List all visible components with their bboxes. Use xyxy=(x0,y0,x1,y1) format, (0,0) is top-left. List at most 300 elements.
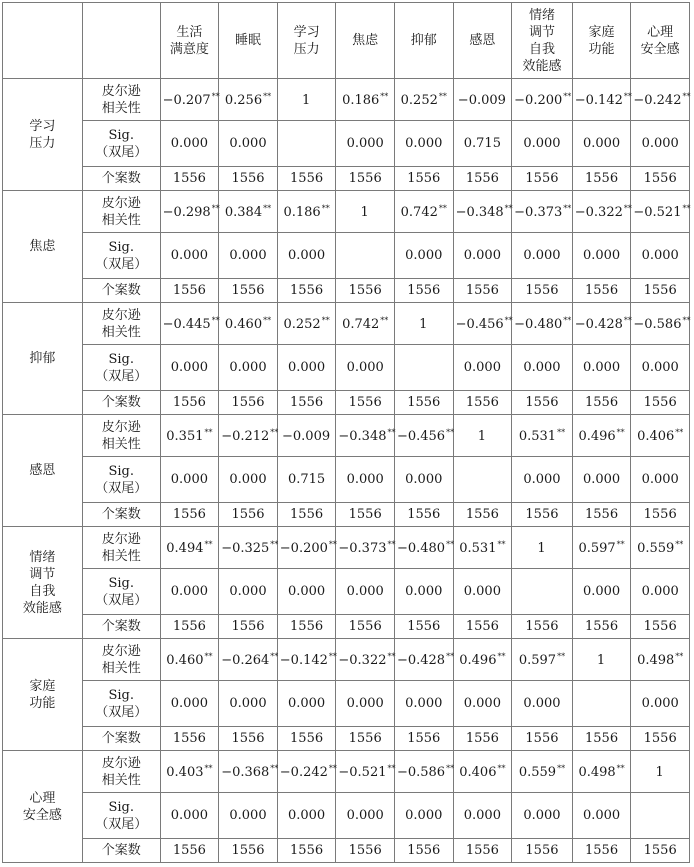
row-group-label: 学习 压力 xyxy=(3,79,83,191)
stat-label: 个案数 xyxy=(82,839,160,863)
significance-marker: ** xyxy=(263,91,272,101)
significance-cell: 0.000 xyxy=(219,793,278,839)
significance-cell: 0.000 xyxy=(512,233,573,279)
count-cell: 1556 xyxy=(277,615,336,639)
count-cell: 1556 xyxy=(512,727,573,751)
table-row xyxy=(3,391,690,415)
count-cell: 1556 xyxy=(336,727,395,751)
count-cell: 1556 xyxy=(512,615,573,639)
significance-cell: 0.000 xyxy=(453,793,512,839)
correlation-cell: −0.212** xyxy=(219,415,278,457)
correlation-cell: −0.200** xyxy=(512,79,573,121)
correlation-cell: 0.460** xyxy=(219,303,278,345)
significance-marker: ** xyxy=(321,315,330,325)
count-cell: 1556 xyxy=(572,727,631,751)
count-cell: 1556 xyxy=(394,615,453,639)
significance-cell: 0.715 xyxy=(453,121,512,167)
significance-cell: 0.000 xyxy=(160,681,219,727)
significance-marker: ** xyxy=(675,651,684,661)
significance-marker: ** xyxy=(211,315,220,325)
count-cell: 1556 xyxy=(394,503,453,527)
table-row xyxy=(3,233,690,279)
significance-marker: ** xyxy=(270,651,279,661)
significance-marker: ** xyxy=(675,539,684,549)
count-cell: 1556 xyxy=(512,167,573,191)
significance-marker: ** xyxy=(497,763,506,773)
correlation-cell: 0.559** xyxy=(631,527,690,569)
correlation-cell: −0.480** xyxy=(512,303,573,345)
correlation-cell: 0.531** xyxy=(512,415,573,457)
correlation-cell: −0.348** xyxy=(453,191,512,233)
significance-marker: ** xyxy=(380,91,389,101)
correlation-cell: −0.521** xyxy=(336,751,395,793)
correlation-cell: −0.586** xyxy=(631,303,690,345)
count-cell: 1556 xyxy=(336,839,395,863)
correlation-cell: −0.322** xyxy=(572,191,631,233)
correlation-cell: 0.559** xyxy=(512,751,573,793)
correlation-cell: 0.531** xyxy=(453,527,512,569)
significance-cell: 0.000 xyxy=(512,457,573,503)
count-cell: 1556 xyxy=(394,839,453,863)
significance-marker: ** xyxy=(270,427,279,437)
col-header: 生活 满意度 xyxy=(160,3,219,79)
count-cell: 1556 xyxy=(512,503,573,527)
correlation-cell: −0.242** xyxy=(631,79,690,121)
significance-marker: ** xyxy=(387,763,396,773)
significance-marker: ** xyxy=(623,91,632,101)
significance-cell: 0.000 xyxy=(512,345,573,391)
significance-cell: 0.000 xyxy=(512,681,573,727)
col-header: 情绪 调节 自我 效能感 xyxy=(512,3,573,79)
count-cell: 1556 xyxy=(336,615,395,639)
significance-cell: 0.000 xyxy=(336,121,395,167)
count-cell: 1556 xyxy=(219,279,278,303)
correlation-cell: −0.298** xyxy=(160,191,219,233)
significance-marker: ** xyxy=(623,203,632,213)
table-row xyxy=(3,415,690,457)
significance-marker: ** xyxy=(438,91,447,101)
count-cell: 1556 xyxy=(512,279,573,303)
significance-marker: ** xyxy=(497,539,506,549)
count-cell: 1556 xyxy=(277,503,336,527)
table-row xyxy=(3,793,690,839)
significance-marker: ** xyxy=(211,203,220,213)
significance-marker: ** xyxy=(675,427,684,437)
row-group-label: 焦虑 xyxy=(3,191,83,303)
significance-marker: ** xyxy=(204,427,213,437)
significance-cell: 0.000 xyxy=(160,569,219,615)
table-row xyxy=(3,681,690,727)
stat-label: 个案数 xyxy=(82,279,160,303)
stat-label: 皮尔逊 相关性 xyxy=(82,191,160,233)
significance-cell: 0.000 xyxy=(394,457,453,503)
count-cell: 1556 xyxy=(219,391,278,415)
correlation-cell: −0.373** xyxy=(336,527,395,569)
significance-marker: ** xyxy=(328,763,337,773)
correlation-cell: 0.597** xyxy=(572,527,631,569)
col-header: 感恩 xyxy=(453,3,512,79)
table-row xyxy=(3,727,690,751)
row-group-label: 情绪 调节 自我 效能感 xyxy=(3,527,83,639)
significance-marker: ** xyxy=(682,91,691,101)
table-row xyxy=(3,121,690,167)
count-cell: 1556 xyxy=(631,615,690,639)
count-cell: 1556 xyxy=(572,391,631,415)
correlation-cell: 0.256** xyxy=(219,79,278,121)
significance-cell: 0.000 xyxy=(453,681,512,727)
count-cell: 1556 xyxy=(453,279,512,303)
significance-cell: 0.000 xyxy=(572,569,631,615)
count-cell: 1556 xyxy=(219,727,278,751)
significance-cell: 0.000 xyxy=(631,233,690,279)
corner-cell-1 xyxy=(3,3,83,79)
col-header: 家庭 功能 xyxy=(572,3,631,79)
correlation-cell: −0.368** xyxy=(219,751,278,793)
col-header: 焦虑 xyxy=(336,3,395,79)
table-row xyxy=(3,79,690,121)
significance-marker: ** xyxy=(446,539,455,549)
stat-label: Sig. （双尾） xyxy=(82,681,160,727)
count-cell: 1556 xyxy=(453,167,512,191)
significance-cell: 0.000 xyxy=(631,569,690,615)
count-cell: 1556 xyxy=(277,839,336,863)
significance-cell: 0.000 xyxy=(453,569,512,615)
count-cell: 1556 xyxy=(572,615,631,639)
table-row xyxy=(3,569,690,615)
significance-marker: ** xyxy=(211,91,220,101)
significance-marker: ** xyxy=(387,539,396,549)
count-cell: 1556 xyxy=(453,615,512,639)
count-cell: 1556 xyxy=(631,727,690,751)
stat-label: 个案数 xyxy=(82,391,160,415)
correlation-cell: −0.521** xyxy=(631,191,690,233)
correlation-cell: −0.445** xyxy=(160,303,219,345)
significance-marker: ** xyxy=(446,651,455,661)
correlation-cell: 0.252** xyxy=(277,303,336,345)
stat-label: Sig. （双尾） xyxy=(82,793,160,839)
stat-label: 个案数 xyxy=(82,167,160,191)
significance-marker: ** xyxy=(380,315,389,325)
count-cell: 1556 xyxy=(572,167,631,191)
significance-marker: ** xyxy=(438,203,447,213)
correlation-cell: 1 xyxy=(512,527,573,569)
correlation-cell: −0.009 xyxy=(277,415,336,457)
correlation-cell: 1 xyxy=(394,303,453,345)
count-cell: 1556 xyxy=(512,839,573,863)
correlation-cell: 0.742** xyxy=(336,303,395,345)
correlation-cell: 0.384** xyxy=(219,191,278,233)
correlation-cell: −0.373** xyxy=(512,191,573,233)
correlation-cell: −0.456** xyxy=(453,303,512,345)
significance-cell xyxy=(631,793,690,839)
count-cell: 1556 xyxy=(160,167,219,191)
correlation-cell: −0.586** xyxy=(394,751,453,793)
stat-label: 个案数 xyxy=(82,727,160,751)
count-cell: 1556 xyxy=(160,391,219,415)
corner-cell-2 xyxy=(82,3,160,79)
significance-cell: 0.000 xyxy=(631,121,690,167)
significance-marker: ** xyxy=(263,315,272,325)
significance-marker: ** xyxy=(682,203,691,213)
correlation-cell: −0.325** xyxy=(219,527,278,569)
significance-cell: 0.000 xyxy=(277,681,336,727)
stat-label: 皮尔逊 相关性 xyxy=(82,79,160,121)
count-cell: 1556 xyxy=(336,167,395,191)
table-row xyxy=(3,279,690,303)
table-row xyxy=(3,527,690,569)
significance-marker: ** xyxy=(497,651,506,661)
row-group-label: 心理 安全感 xyxy=(3,751,83,863)
significance-cell: 0.000 xyxy=(219,457,278,503)
count-cell: 1556 xyxy=(631,391,690,415)
significance-cell: 0.000 xyxy=(219,233,278,279)
significance-cell: 0.000 xyxy=(336,681,395,727)
correlation-cell: 0.494** xyxy=(160,527,219,569)
correlation-cell: −0.428** xyxy=(572,303,631,345)
correlation-cell: 0.460** xyxy=(160,639,219,681)
stat-label: 皮尔逊 相关性 xyxy=(82,751,160,793)
table-row xyxy=(3,167,690,191)
significance-cell: 0.000 xyxy=(631,457,690,503)
count-cell: 1556 xyxy=(394,727,453,751)
significance-marker: ** xyxy=(204,539,213,549)
stat-label: 皮尔逊 相关性 xyxy=(82,639,160,681)
significance-cell: 0.000 xyxy=(394,121,453,167)
significance-marker: ** xyxy=(387,427,396,437)
significance-cell: 0.000 xyxy=(572,233,631,279)
correlation-cell: 0.498** xyxy=(631,639,690,681)
stat-label: 皮尔逊 相关性 xyxy=(82,415,160,457)
significance-cell: 0.000 xyxy=(160,793,219,839)
col-header: 心理 安全感 xyxy=(631,3,690,79)
significance-cell: 0.000 xyxy=(572,793,631,839)
significance-cell: 0.000 xyxy=(277,569,336,615)
significance-cell: 0.000 xyxy=(336,345,395,391)
stat-label: 皮尔逊 相关性 xyxy=(82,527,160,569)
significance-cell: 0.000 xyxy=(572,345,631,391)
significance-marker: ** xyxy=(616,763,625,773)
correlation-cell: 0.252** xyxy=(394,79,453,121)
count-cell: 1556 xyxy=(219,615,278,639)
stat-label: Sig. （双尾） xyxy=(82,457,160,503)
stat-label: 个案数 xyxy=(82,503,160,527)
significance-marker: ** xyxy=(204,763,213,773)
significance-cell xyxy=(512,569,573,615)
significance-marker: ** xyxy=(504,315,513,325)
correlation-cell: 1 xyxy=(277,79,336,121)
significance-cell: 0.000 xyxy=(160,345,219,391)
correlation-cell: −0.456** xyxy=(394,415,453,457)
correlation-cell: 1 xyxy=(572,639,631,681)
table-row xyxy=(3,345,690,391)
header-row xyxy=(3,3,690,79)
significance-cell: 0.000 xyxy=(394,793,453,839)
col-header: 抑郁 xyxy=(394,3,453,79)
count-cell: 1556 xyxy=(631,839,690,863)
significance-cell: 0.000 xyxy=(277,793,336,839)
table-body xyxy=(3,79,690,863)
correlation-cell: 0.406** xyxy=(453,751,512,793)
stat-label: 个案数 xyxy=(82,615,160,639)
table-row xyxy=(3,503,690,527)
table-row xyxy=(3,303,690,345)
correlation-cell: −0.480** xyxy=(394,527,453,569)
table-row xyxy=(3,615,690,639)
row-group-label: 家庭 功能 xyxy=(3,639,83,751)
count-cell: 1556 xyxy=(631,167,690,191)
significance-cell: 0.000 xyxy=(160,457,219,503)
count-cell: 1556 xyxy=(160,839,219,863)
significance-cell: 0.000 xyxy=(336,793,395,839)
correlation-cell: 0.186** xyxy=(277,191,336,233)
row-group-label: 抑郁 xyxy=(3,303,83,415)
significance-marker: ** xyxy=(504,203,513,213)
significance-cell: 0.000 xyxy=(631,681,690,727)
significance-cell: 0.000 xyxy=(219,681,278,727)
count-cell: 1556 xyxy=(453,503,512,527)
significance-cell: 0.000 xyxy=(277,233,336,279)
significance-marker: ** xyxy=(270,539,279,549)
correlation-cell: −0.009 xyxy=(453,79,512,121)
table-row xyxy=(3,751,690,793)
stat-label: Sig. （双尾） xyxy=(82,121,160,167)
count-cell: 1556 xyxy=(453,727,512,751)
significance-cell: 0.000 xyxy=(219,345,278,391)
correlation-cell: 0.351** xyxy=(160,415,219,457)
significance-cell: 0.000 xyxy=(336,569,395,615)
count-cell: 1556 xyxy=(336,391,395,415)
significance-cell xyxy=(572,681,631,727)
significance-marker: ** xyxy=(557,651,566,661)
count-cell: 1556 xyxy=(572,839,631,863)
significance-cell: 0.000 xyxy=(219,569,278,615)
significance-marker: ** xyxy=(557,427,566,437)
significance-cell: 0.000 xyxy=(453,233,512,279)
significance-marker: ** xyxy=(563,315,572,325)
correlation-table xyxy=(2,2,690,863)
significance-marker: ** xyxy=(563,203,572,213)
correlation-cell: −0.322** xyxy=(336,639,395,681)
stat-label: Sig. （双尾） xyxy=(82,569,160,615)
count-cell: 1556 xyxy=(453,391,512,415)
significance-cell xyxy=(453,457,512,503)
significance-marker: ** xyxy=(328,651,337,661)
significance-cell: 0.000 xyxy=(453,345,512,391)
correlation-cell: 0.186** xyxy=(336,79,395,121)
significance-marker: ** xyxy=(446,427,455,437)
correlation-cell: −0.207** xyxy=(160,79,219,121)
correlation-cell: 0.498** xyxy=(572,751,631,793)
count-cell: 1556 xyxy=(394,167,453,191)
correlation-cell: 0.496** xyxy=(572,415,631,457)
significance-cell xyxy=(277,121,336,167)
count-cell: 1556 xyxy=(277,727,336,751)
correlation-cell: 1 xyxy=(336,191,395,233)
correlation-cell: 0.406** xyxy=(631,415,690,457)
count-cell: 1556 xyxy=(631,279,690,303)
count-cell: 1556 xyxy=(277,391,336,415)
count-cell: 1556 xyxy=(277,167,336,191)
significance-marker: ** xyxy=(270,763,279,773)
count-cell: 1556 xyxy=(160,503,219,527)
count-cell: 1556 xyxy=(219,839,278,863)
correlation-cell: −0.142** xyxy=(277,639,336,681)
significance-cell: 0.000 xyxy=(336,457,395,503)
significance-cell: 0.000 xyxy=(512,121,573,167)
significance-cell: 0.000 xyxy=(219,121,278,167)
correlation-cell: 1 xyxy=(453,415,512,457)
significance-marker: ** xyxy=(616,539,625,549)
significance-cell xyxy=(394,345,453,391)
row-group-label: 感恩 xyxy=(3,415,83,527)
correlation-cell: −0.428** xyxy=(394,639,453,681)
significance-cell: 0.000 xyxy=(160,121,219,167)
significance-cell xyxy=(336,233,395,279)
count-cell: 1556 xyxy=(453,839,512,863)
significance-cell: 0.000 xyxy=(512,793,573,839)
significance-marker: ** xyxy=(387,651,396,661)
significance-cell: 0.715 xyxy=(277,457,336,503)
significance-marker: ** xyxy=(204,651,213,661)
count-cell: 1556 xyxy=(394,391,453,415)
count-cell: 1556 xyxy=(160,615,219,639)
count-cell: 1556 xyxy=(160,279,219,303)
count-cell: 1556 xyxy=(336,503,395,527)
count-cell: 1556 xyxy=(219,503,278,527)
correlation-cell: −0.142** xyxy=(572,79,631,121)
significance-marker: ** xyxy=(321,203,330,213)
significance-cell: 0.000 xyxy=(277,345,336,391)
correlation-cell: −0.242** xyxy=(277,751,336,793)
correlation-cell: 1 xyxy=(631,751,690,793)
table-row xyxy=(3,191,690,233)
count-cell: 1556 xyxy=(219,167,278,191)
significance-cell: 0.000 xyxy=(631,345,690,391)
count-cell: 1556 xyxy=(394,279,453,303)
stat-label: Sig. （双尾） xyxy=(82,345,160,391)
correlation-cell: 0.496** xyxy=(453,639,512,681)
significance-cell: 0.000 xyxy=(160,233,219,279)
count-cell: 1556 xyxy=(631,503,690,527)
correlation-cell: 0.597** xyxy=(512,639,573,681)
significance-marker: ** xyxy=(446,763,455,773)
count-cell: 1556 xyxy=(160,727,219,751)
count-cell: 1556 xyxy=(572,503,631,527)
count-cell: 1556 xyxy=(277,279,336,303)
significance-marker: ** xyxy=(623,315,632,325)
correlation-cell: −0.264** xyxy=(219,639,278,681)
significance-marker: ** xyxy=(557,763,566,773)
significance-marker: ** xyxy=(616,427,625,437)
significance-cell: 0.000 xyxy=(394,233,453,279)
col-header: 学习 压力 xyxy=(277,3,336,79)
correlation-cell: 0.403** xyxy=(160,751,219,793)
correlation-cell: −0.348** xyxy=(336,415,395,457)
significance-cell: 0.000 xyxy=(394,681,453,727)
col-header: 睡眠 xyxy=(219,3,278,79)
significance-cell: 0.000 xyxy=(572,457,631,503)
table-row xyxy=(3,457,690,503)
count-cell: 1556 xyxy=(336,279,395,303)
correlation-cell: −0.200** xyxy=(277,527,336,569)
correlation-cell: 0.742** xyxy=(394,191,453,233)
significance-marker: ** xyxy=(328,539,337,549)
table-row xyxy=(3,639,690,681)
stat-label: 皮尔逊 相关性 xyxy=(82,303,160,345)
significance-marker: ** xyxy=(263,203,272,213)
significance-cell: 0.000 xyxy=(572,121,631,167)
count-cell: 1556 xyxy=(572,279,631,303)
